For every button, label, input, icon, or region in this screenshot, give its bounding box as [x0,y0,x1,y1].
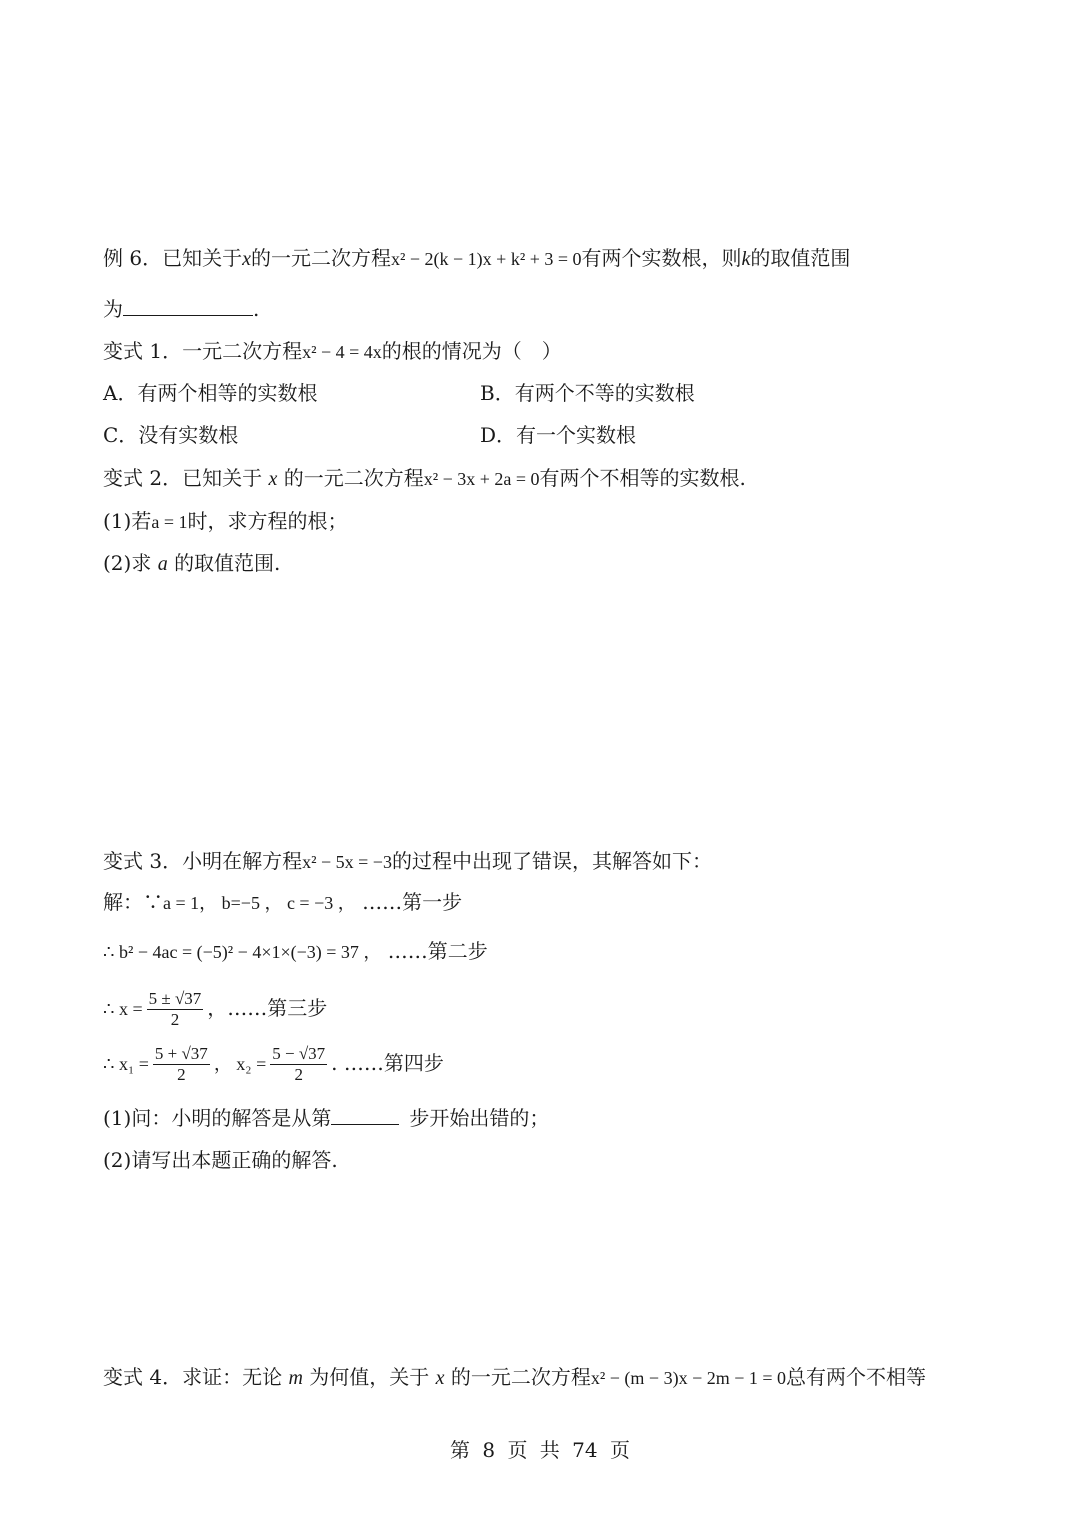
text: (2)求 [103,551,152,575]
variant-2-stem [103,463,746,494]
text: 的一元二次方程 [250,246,391,270]
example-6-line-1 [103,243,850,274]
variant-4-stem [103,1362,926,1393]
equation: ， x₂ = [213,1054,267,1074]
equation: ∴ b² − 4ac = (−5)² − 4×1×(−3) = 37 ， [103,942,382,962]
text: 有两个实数根，则 [581,246,742,270]
equation: ∴ x₁ = [103,1054,149,1074]
text: 变式 1．一元二次方程 [103,339,303,363]
variant-2-q2 [103,548,280,579]
text: 的取值范围 [750,246,851,270]
variant-3-stem [103,846,712,877]
text: 的过程中出现了错误，其解答如下： [391,849,712,873]
solution-step-3 [103,986,327,1031]
text: 步开始出错的； [409,1106,550,1130]
solution-step-1 [103,887,462,918]
text: (1)若 [103,509,152,533]
var: x [268,468,278,490]
text: 时，求方程的根； [187,509,348,533]
equation: ∴ x = [103,999,143,1019]
text: 的取值范围. [174,551,281,575]
step-label: ，……第三步 [207,996,328,1020]
equation: a = 1 [151,512,188,532]
text: . [253,297,260,321]
equation: x² − 2(k − 1)x + k² + 3 = 0 [390,249,582,269]
text: 有两个不相等的实数根. [539,466,746,490]
text: 变式 3．小明在解方程 [103,849,303,873]
equation: x² − 4 = 4x [302,342,382,362]
text: 变式 4．求证：无论 [103,1365,283,1389]
text: 变式 2．已知关于 [103,466,263,490]
text: 的一元二次方程 [450,1365,591,1389]
step-label: ……第二步 [387,939,488,963]
text: 为何值，关于 [309,1365,430,1389]
text: 总有两个不相等 [786,1365,927,1389]
numerator: 5 − √37 [272,1044,326,1063]
option-b[interactable]: B．有两个不等的实数根 [480,381,695,405]
example-6-line-2 [103,294,259,324]
variant-3-q1 [103,1103,549,1133]
equation: x² − 5x = −3 [302,852,392,872]
text: 为 [103,297,123,321]
numerator: 5 + √37 [154,1044,208,1063]
option-c[interactable]: C．没有实数根 [103,423,239,447]
variant-3-q2: (2)请写出本题正确的解答. [103,1148,338,1172]
answer-blank[interactable] [331,1104,399,1125]
fraction [153,1044,210,1085]
page-footer: 第 8 页 共 74 页 [450,1438,630,1462]
var: k [741,248,751,270]
solution-step-4 [103,1041,444,1086]
denominator: 2 [170,1010,180,1029]
option-a[interactable]: A．有两个相等的实数根 [103,381,318,405]
text: (1)问：小明的解答是从第 [103,1106,332,1130]
var: x [435,1367,445,1389]
equation: a = 1， b=−5 ， c = −3 ， [163,893,356,913]
equation: x² − 3x + 2a = 0 [423,469,540,489]
denominator: 2 [177,1065,186,1084]
fraction [270,1044,327,1085]
text: 的一元二次方程 [283,466,424,490]
step-label: . ……第四步 [331,1051,444,1075]
denominator: 2 [294,1065,303,1084]
step-label: ……第一步 [362,890,463,914]
numerator: 5 ± √37 [148,989,202,1008]
fraction [147,989,204,1030]
solution-step-2 [103,936,488,967]
text: 的根的情况为（ ） [381,339,562,363]
variant-2-q1 [103,506,347,537]
equation: x² − (m − 3)x − 2m − 1 = 0 [590,1368,787,1388]
text: 解：∵ [103,890,163,914]
answer-blank[interactable] [123,295,253,316]
var: a [157,553,168,575]
option-d[interactable]: D．有一个实数根 [480,423,637,447]
text: 例 6．已知关于 [103,246,243,270]
var: x [242,248,251,270]
variant-1-stem [103,336,562,367]
var: m [288,1367,303,1389]
